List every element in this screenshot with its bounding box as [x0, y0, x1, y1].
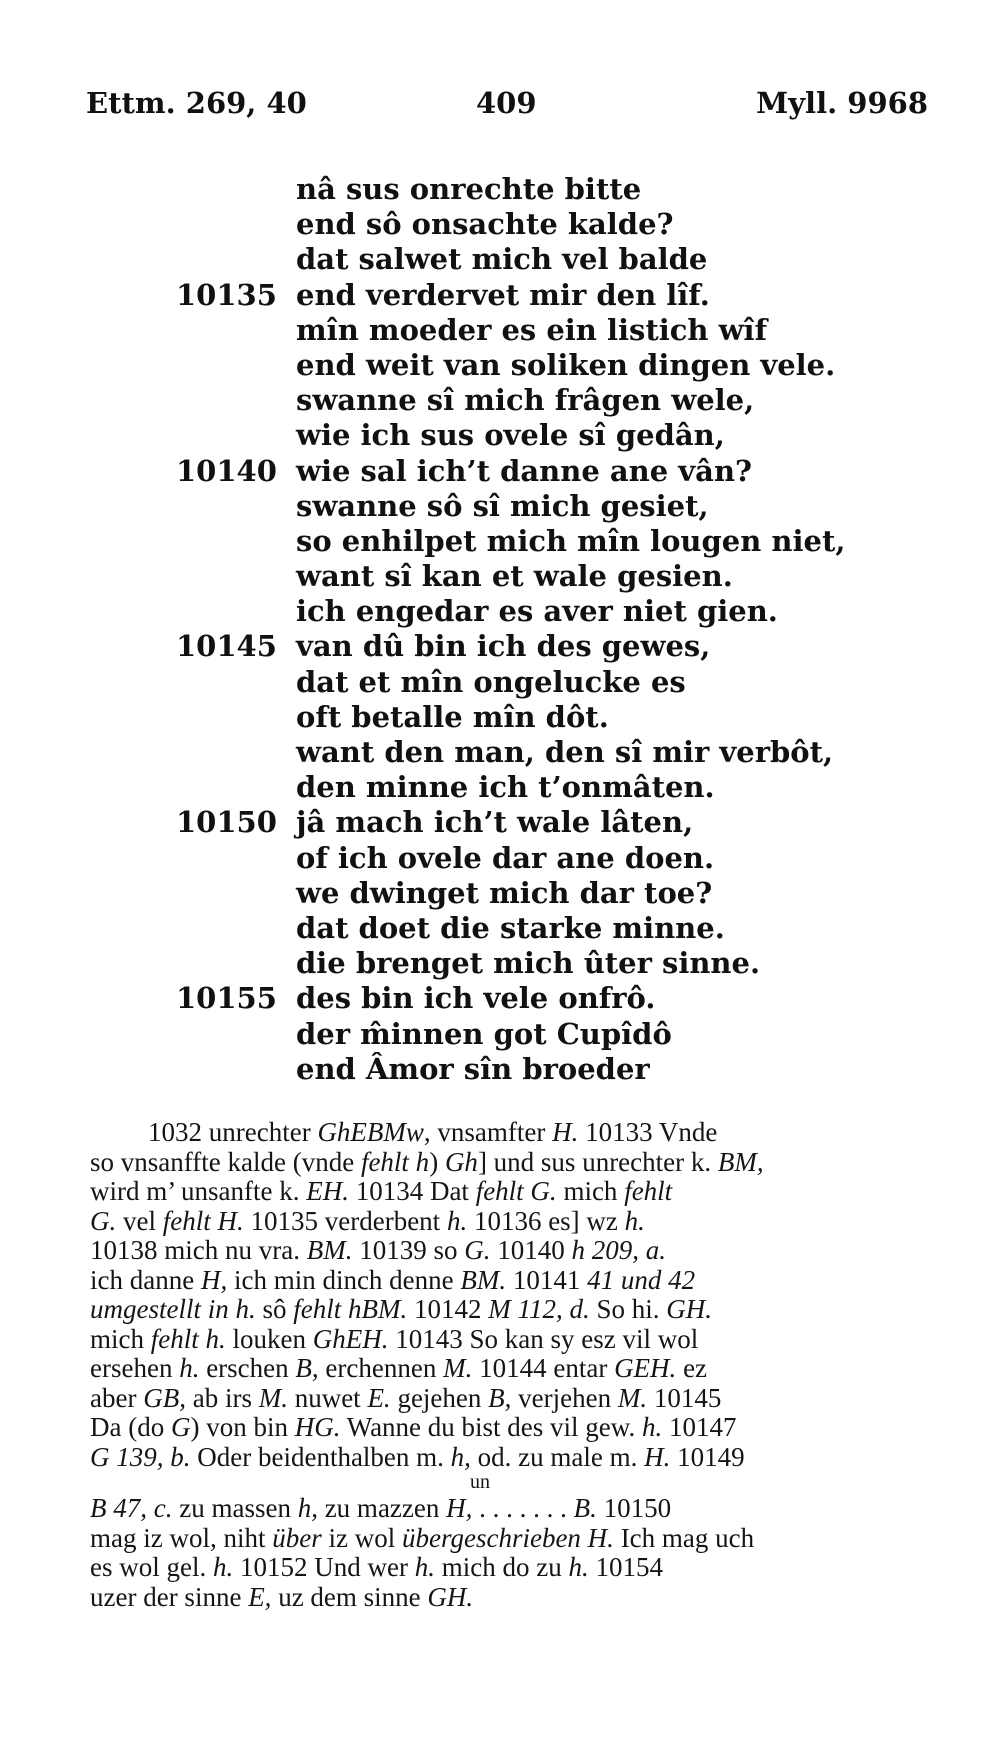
verse-line	[0, 489, 1000, 524]
note-line: wird m’ unsanfte k. EH. 10134 Dat fehlt G. mich fehlt	[90, 1176, 673, 1206]
note-line: ersehen h. erschen B, erchennen M. 10144 entar GEH. ez	[90, 1353, 708, 1383]
verse-text-line: ich engedar es aver niet gien.	[296, 594, 778, 629]
note-line: 10138 mich nu vra. BM. 10139 so G. 10140 h 209, a.	[90, 1235, 666, 1265]
verse-text-line: end Âmor sîn broeder	[296, 1051, 650, 1086]
note-line: uzer der sinne E, uz dem sinne GH.	[90, 1581, 474, 1612]
verse-text-line: so enhilpet mich mîn lougen niet,	[296, 523, 846, 558]
verse-line	[0, 946, 1000, 981]
verse-text-line: end weit van soliken dingen vele.	[296, 347, 836, 382]
page-number: 409	[476, 86, 537, 120]
verse-text	[0, 172, 1000, 1087]
note-line: umgestellt in h. sô fehlt hBM. 10142 M 112, d. So hi. GH.	[90, 1294, 713, 1324]
verse-line	[0, 313, 1000, 348]
line-number: 10155	[176, 981, 277, 1016]
verse-text-line: want den man, den sî mir verbôt,	[296, 735, 834, 769]
verse-line	[0, 172, 1000, 207]
verse-text-line: want sî kan et wale gesien.	[296, 559, 733, 594]
verse-line	[0, 911, 1000, 946]
verse-text-line: we dwinget mich dar toe?	[296, 875, 713, 910]
verse-text-line: der m̂innen got Cupîdô	[296, 1016, 672, 1051]
verse-text-line: of ich ovele dar ane doen.	[296, 840, 715, 875]
verse-text-line: dat salwet mich vel balde	[296, 242, 708, 277]
verse-text-line: end verdervet mir den lîf.	[296, 277, 710, 312]
verse-line	[0, 1017, 1000, 1052]
verse-line	[0, 1052, 1000, 1087]
verse-line	[0, 629, 1000, 664]
verse-text-line: swanne sî mich frâgen wele,	[296, 383, 755, 418]
verse-line	[0, 418, 1000, 453]
verse-text-line: den minne ich t’onmâten.	[296, 770, 715, 805]
verse-text-line: nâ sus onrechte bitte	[296, 172, 642, 206]
verse-text-line: jâ mach ich’t wale lâten,	[296, 805, 694, 840]
verse-text-line: dat et mîn ongelucke es	[296, 664, 686, 699]
verse-line	[0, 876, 1000, 911]
verse-text-line: dat doet die starke minne.	[296, 910, 725, 945]
verse-line	[0, 700, 1000, 735]
verse-line	[0, 665, 1000, 700]
verse-line	[0, 524, 1000, 559]
note-line: ich danne H, ich min dinch denne BM. 10141 41 und 42	[90, 1264, 696, 1295]
line-number: 10145	[176, 629, 277, 664]
verse-line	[0, 559, 1000, 594]
note-line: so vnsanffte kalde (vnde fehlt h) Gh] und sus unrechter k. BM,	[90, 1146, 764, 1177]
verse-text-line: wie sal ich’t danne ane vân?	[296, 453, 753, 488]
verse-line	[0, 242, 1000, 277]
verse-line	[0, 348, 1000, 383]
header-left: Ettm. 269, 40	[86, 86, 307, 120]
note-line: mich fehlt h. louken GhEH. 10143 So kan sy esz vil wol	[90, 1323, 699, 1354]
line-number: 10135	[176, 277, 277, 312]
verse-line	[0, 770, 1000, 805]
verse-line	[0, 805, 1000, 840]
critical-apparatus	[90, 1118, 930, 1612]
running-header	[86, 86, 928, 126]
verse-line	[0, 454, 1000, 489]
note-line: G. vel fehlt H. 10135 verderbent h. 10136 es] wz h.	[90, 1205, 645, 1236]
note-line: aber GB, ab irs M. nuwet E. gejehen B, verjehen M. 10145	[90, 1382, 722, 1413]
verse-line	[0, 383, 1000, 418]
note-superscript-line: un	[470, 1471, 490, 1493]
verse-text-line: end sô onsachte kalde?	[296, 207, 674, 242]
header-right: Myll. 9968	[756, 86, 928, 120]
note-line: B 47, c. zu massen h, zu mazzen H, . . . . . . . B. 10150	[90, 1493, 672, 1523]
verse-text-line: swanne sô sî mich gesiet,	[296, 488, 709, 523]
verse-line	[0, 278, 1000, 313]
line-number: 10140	[176, 453, 277, 488]
note-line: es wol gel. h. 10152 Und wer h. mich do zu h. 10154	[90, 1552, 663, 1582]
note-line: 1032 unrechter GhEBMw, vnsamfter H. 10133 Vnde	[148, 1117, 718, 1147]
line-number: 10150	[176, 805, 277, 840]
verse-text-line: die brenget mich ûter sinne.	[296, 946, 761, 981]
verse-line	[0, 594, 1000, 629]
verse-text-line: oft betalle mîn dôt.	[296, 699, 609, 734]
verse-text-line: wie ich sus ovele sî gedân,	[296, 418, 725, 453]
verse-text-line: des bin ich vele onfrô.	[296, 981, 656, 1016]
verse-text-line: mîn moeder es ein listich wîf	[296, 312, 768, 347]
note-line: Da (do G) von bin HG. Wanne du bist des vil gew. h. 10147	[90, 1412, 737, 1442]
note-line: mag iz wol, niht über iz wol übergeschrieben H. Ich mag uch	[90, 1522, 755, 1553]
verse-text-line: van dû bin ich des gewes,	[296, 629, 711, 664]
verse-line	[0, 841, 1000, 876]
verse-line	[0, 735, 1000, 770]
verse-line	[0, 981, 1000, 1016]
verse-line	[0, 207, 1000, 242]
note-line: G 139, b. Oder beidenthalben m. h, od. zu male m. H. 10149	[90, 1441, 745, 1472]
